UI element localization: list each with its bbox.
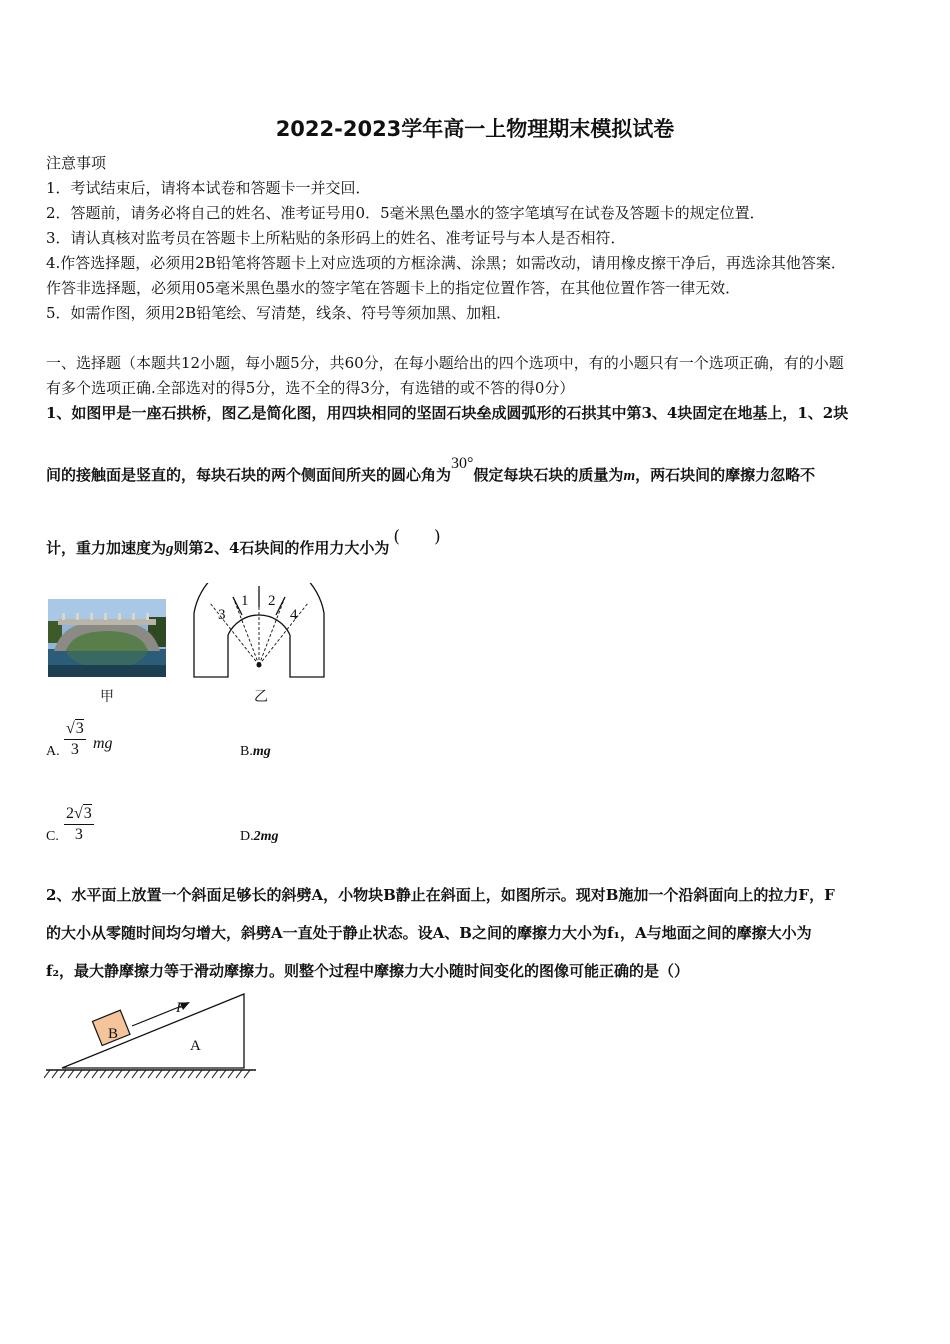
option-c-label: C. — [46, 829, 59, 844]
question-1-text: 计，重力加速度为g则第2、4石块间的作用力大小为( ) — [46, 527, 441, 557]
arch-diagram — [190, 583, 330, 683]
notice-heading: 注意事项 — [46, 154, 107, 172]
option-d: D.2mg — [240, 829, 279, 844]
caption-jia: 甲 — [100, 689, 114, 705]
caption-yi: 乙 — [254, 689, 268, 705]
block-b-label: B — [108, 1026, 119, 1042]
question-1-text: 1、如图甲是一座石拱桥，图乙是简化图，用四块相同的坚固石块垒成圆弧形的石拱其中第3、4块固定在地基上，1、2块 — [46, 404, 849, 422]
section-intro: 有多个选项正确.全部选对的得5分，选不全的得3分，有选错的或不答的得0分） — [46, 379, 575, 397]
notice-item: 1．考试结束后，请将本试卷和答题卡一并交回． — [46, 179, 371, 197]
block-label: 3 — [218, 607, 226, 623]
block-label: 2 — [268, 593, 276, 609]
section-intro: 一、选择题（本题共12小题，每小题5分，共60分，在每小题给出的四个选项中，有的小题只有一个选项正确，有的小题 — [46, 354, 844, 372]
wedge-a-label: A — [190, 1038, 201, 1054]
option-b: B.mg — [240, 744, 271, 759]
question-2-text: 的大小从零随时间均匀增大，斜劈A一直处于静止状态。设A、B之间的摩擦力大小为f₁，A与地面之间的摩擦大小为 — [46, 924, 812, 942]
notice-item: 2．答题前，请务必将自己的姓名、准考证号用0．5毫米黑色墨水的签字笔填写在试卷及答题卡的规定位置． — [46, 204, 765, 222]
page-title: 2022-2023学年高一上物理期末模拟试卷 — [275, 117, 675, 141]
block-label: 1 — [241, 593, 249, 609]
notice-item: 作答非选择题，必须用05毫米黑色墨水的签字笔在答题卡上的指定位置作答，在其他位置作答一律无效． — [46, 279, 741, 297]
bridge-photo — [48, 599, 166, 677]
block-label: 4 — [290, 607, 298, 623]
notice-item: 3．请认真核对监考员在答题卡上所粘贴的条形码上的姓名、准考证号与本人是否相符． — [46, 229, 626, 247]
option-c-fraction: $\frac{2√3}{3}$ — [66, 805, 92, 843]
option-a-label: A. — [46, 744, 60, 759]
force-label: F — [176, 1000, 186, 1016]
notice-item: 4.作答选择题，必须用2B铅笔将答题卡上对应选项的方框涂满、涂黑；如需改动，请用橡皮擦干净后，再选涂其他答案． — [46, 254, 846, 272]
notice-item: 5．如需作图，须用2B铅笔绘、写清楚，线条、符号等须加黑、加粗． — [46, 304, 512, 322]
question-1-text: 间的接触面是竖直的，每块石块的两个侧面间所夹的圆心角为30°假定每块石块的质量为m，两石块间的摩擦力忽略不 — [46, 455, 816, 484]
question-2-text: 2、水平面上放置一个斜面足够长的斜劈A，小物块B静止在斜面上，如图所示。现对B施加一个沿斜面向上的拉力F，F — [46, 886, 835, 904]
question-2-text: f₂，最大静摩擦力等于滑动摩擦力。则整个过程中摩擦力大小随时间变化的图像可能正确的是（） — [46, 962, 690, 980]
option-a-fraction: $\frac{√3}{3}$ — [66, 720, 84, 758]
incline-diagram — [44, 990, 260, 1082]
option-a-tail: mg — [93, 735, 113, 752]
